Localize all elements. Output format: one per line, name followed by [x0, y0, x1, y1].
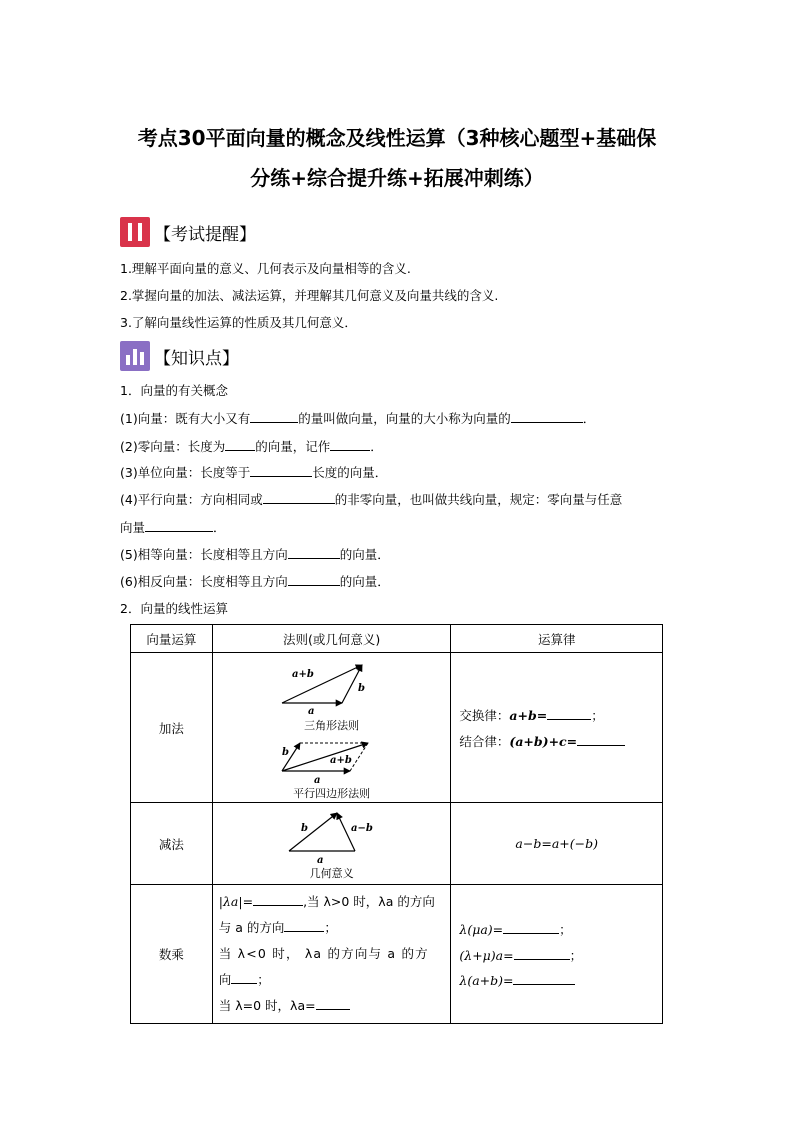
subtraction-caption: 几何意义: [309, 866, 354, 880]
header-rule: 法则(或几何意义): [212, 625, 451, 653]
addition-laws: [451, 653, 663, 803]
label-a: a: [313, 774, 321, 785]
triangle-rule-figure: [272, 655, 392, 717]
scalar-laws: [451, 885, 663, 1024]
scalar-rules: [212, 885, 451, 1024]
exam-reminder-header: [120, 217, 256, 247]
bar-chart-icon: [120, 341, 150, 371]
label-a-minus-b: a−b: [350, 822, 373, 834]
scalar-rule-5: 当 λ=0 时，λa=: [219, 993, 445, 1019]
label-a-plus-b: a+b: [291, 668, 314, 680]
subtraction-label: 减法: [131, 803, 213, 885]
addition-label: 加法: [131, 653, 213, 803]
commutative-law: 交换律：a+b= ；: [459, 707, 604, 723]
scalar-rule-1: |λa|= ,当 λ>0 时，λa 的方向: [218, 894, 435, 909]
subtraction-figure: [277, 807, 387, 865]
label-a: a: [316, 854, 324, 865]
associative-law: 结合律：(a+b)+c=: [459, 732, 662, 750]
concept-unit-vector: (3)单位向量：长度等于 长度的向量．: [120, 465, 388, 480]
concept-equal-vector: (5)相等向量：长度相等且方向 的向量．: [120, 547, 390, 562]
header-operation: 向量运算: [131, 625, 213, 653]
concept-heading: 1．向量的有关概念: [120, 383, 228, 398]
pause-bars-icon: [120, 217, 150, 247]
table-row-addition: [131, 653, 663, 803]
triangle-rule-caption: 三角形法则: [304, 718, 360, 732]
exam-item-1: 1.理解平面向量的意义、几何表示及向量相等的含义.: [120, 261, 411, 276]
parallelogram-rule-caption: 平行四边形法则: [293, 786, 371, 800]
concept-parallel-vector: (4)平行向量：方向相同或 的非零向量，也叫做共线向量，规定：零向量与任意: [120, 492, 623, 507]
document-title-line-2: 分练+综合提升练+拓展冲刺练）: [250, 166, 544, 190]
scalar-rule-3: 当 λ<0 时， λa 的方向与 a 的方: [218, 946, 429, 961]
scalar-rule-2: 与 a 的方向 ；: [218, 920, 337, 935]
table-row-subtraction: [131, 803, 663, 885]
parallelogram-rule-figure: [272, 735, 392, 785]
knowledge-header: [120, 341, 239, 371]
label-b: b: [357, 682, 365, 694]
label-a: a: [307, 705, 315, 717]
scalar-law-1: λ(μa)= ；: [459, 922, 572, 937]
label-a-plus-b: a+b: [329, 754, 352, 766]
exam-item-2: 2.掌握向量的加法、减法运算，并理解其几何意义及向量共线的含义.: [120, 288, 499, 303]
concept-vector: (1)向量：既有大小又有 的量叫做向量，向量的大小称为向量的 ．: [120, 411, 596, 426]
vector-operations-table: [130, 624, 663, 1024]
scalar-rule-4: 向 ；: [218, 972, 270, 987]
scalar-law-3: λ(a+b)=: [459, 972, 662, 988]
header-laws: 运算律: [451, 625, 663, 653]
exam-item-3: 3.了解向量线性运算的性质及其几何意义．: [120, 315, 357, 330]
subtraction-law: a−b=a+(−b): [451, 803, 663, 885]
table-row-scalar: [131, 885, 663, 1024]
document-title-line-1: 考点30平面向量的概念及线性运算（3种核心题型+基础保: [137, 126, 657, 150]
linear-ops-heading: 2．向量的线性运算: [120, 601, 228, 616]
label-b: b: [300, 822, 308, 834]
concept-parallel-vector-cont: 向量 ．: [120, 520, 226, 535]
concept-zero-vector: (2)零向量：长度为 的向量，记作 ．: [120, 439, 383, 454]
knowledge-title: 【知识点】: [154, 348, 239, 369]
table-header-row: [131, 625, 663, 653]
scalar-law-2: (λ+μ)a= ；: [459, 948, 583, 963]
subtraction-figure-cell: [212, 803, 451, 885]
exam-reminder-title: 【考试提醒】: [154, 224, 256, 245]
scalar-label: 数乘: [131, 885, 213, 1024]
addition-figures: [212, 653, 451, 803]
label-b: b: [281, 746, 289, 758]
concept-opposite-vector: (6)相反向量：长度相等且方向 的向量．: [120, 574, 390, 589]
